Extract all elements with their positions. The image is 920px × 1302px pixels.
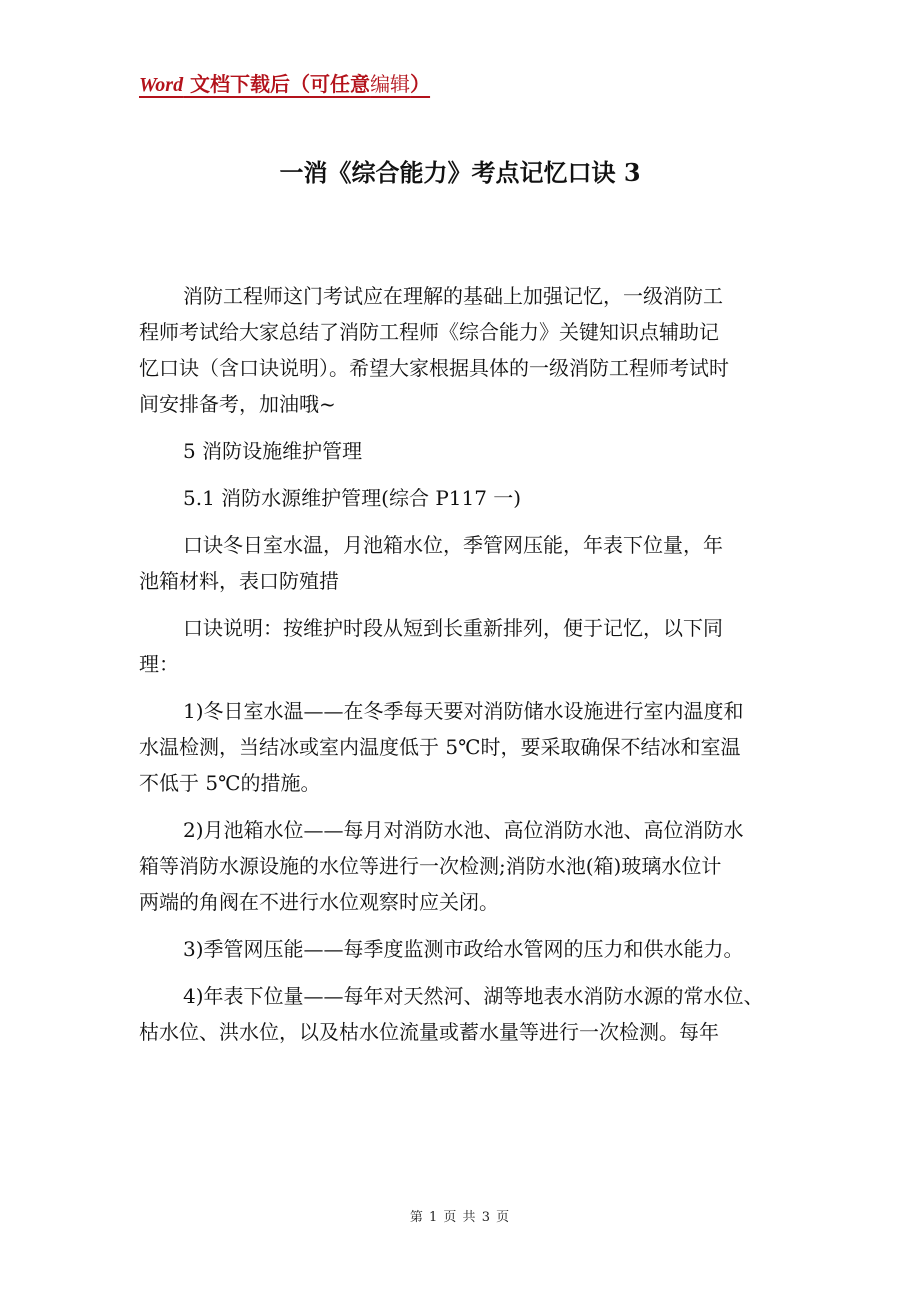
page-footer: 第 1 页 共 3 页 bbox=[409, 1210, 511, 1225]
paragraph-line: 程师考试给大家总结了消防工程师《综合能力》关键知识点辅助记 bbox=[139, 320, 719, 344]
paragraph-gap bbox=[139, 682, 799, 693]
paragraph-line: 口诀说明：按维护时段从短到长重新排列，便于记忆，以下同 bbox=[183, 616, 723, 640]
paragraph-line: 5 消防设施维护管理 bbox=[183, 439, 363, 463]
paragraph-gap bbox=[139, 422, 799, 433]
paragraph-line: 1)冬日室水温——在冬季每天要对消防储水设施进行室内温度和 bbox=[183, 699, 744, 723]
download-notice-banner bbox=[139, 68, 430, 97]
paragraph-line: 不低于 5℃的措施。 bbox=[139, 771, 321, 795]
paragraph-line: 箱等消防水源设施的水位等进行一次检测;消防水池(箱)玻璃水位计 bbox=[139, 854, 722, 878]
paragraph-line: 间安排备考，加油哦~ bbox=[139, 392, 336, 416]
paragraph-gap bbox=[139, 469, 799, 480]
document-title: 一消《综合能力》考点记忆口诀 3 bbox=[279, 158, 641, 187]
banner-word-label: Word bbox=[139, 74, 184, 96]
banner-bold-text: 文档下载后（可任意 bbox=[183, 72, 371, 96]
paragraph-line: 两端的角阀在不进行水位观察时应关闭。 bbox=[139, 890, 499, 914]
paragraph bbox=[139, 693, 799, 801]
paragraph-line: 消防工程师这门考试应在理解的基础上加强记忆，一级消防工 bbox=[183, 284, 723, 308]
paragraph bbox=[139, 978, 799, 1050]
paragraph bbox=[139, 610, 799, 682]
paragraph-line: 水温检测，当结冰或室内温度低于 5℃时，要采取确保不结冰和室温 bbox=[139, 735, 741, 759]
paragraph-line: 2)月池箱水位——每月对消防水池、高位消防水池、高位消防水 bbox=[183, 818, 744, 842]
paragraph-gap bbox=[139, 516, 799, 527]
paragraph-line: 5.1 消防水源维护管理(综合 P117 一) bbox=[183, 486, 522, 510]
paragraph bbox=[139, 931, 799, 967]
paragraph bbox=[139, 527, 799, 599]
paragraph-line: 理： bbox=[139, 652, 179, 676]
paragraph-line: 3)季管网压能——每季度监测市政给水管网的压力和供水能力。 bbox=[183, 937, 744, 961]
banner-close-paren: ） bbox=[410, 72, 431, 96]
paragraph bbox=[139, 433, 799, 469]
paragraph-line: 枯水位、洪水位，以及枯水位流量或蓄水量等进行一次检测。每年 bbox=[139, 1020, 719, 1044]
paragraph-gap bbox=[139, 801, 799, 812]
paragraph-gap bbox=[139, 967, 799, 978]
banner-light-text: 编辑 bbox=[370, 72, 411, 96]
paragraph-gap bbox=[139, 599, 799, 610]
paragraph-line: 4)年表下位量——每年对天然河、湖等地表水消防水源的常水位、 bbox=[183, 984, 764, 1008]
paragraph bbox=[139, 278, 799, 422]
paragraph-gap bbox=[139, 920, 799, 931]
paragraph bbox=[139, 480, 799, 516]
paragraph-line: 池箱材料，表口防殖措 bbox=[139, 569, 339, 593]
document-body bbox=[139, 278, 799, 1050]
paragraph bbox=[139, 812, 799, 920]
paragraph-line: 忆口诀（含口诀说明）。希望大家根据具体的一级消防工程师考试时 bbox=[139, 356, 729, 380]
paragraph-line: 口诀冬日室水温，月池箱水位，季管网压能，年表下位量，年 bbox=[183, 533, 723, 557]
